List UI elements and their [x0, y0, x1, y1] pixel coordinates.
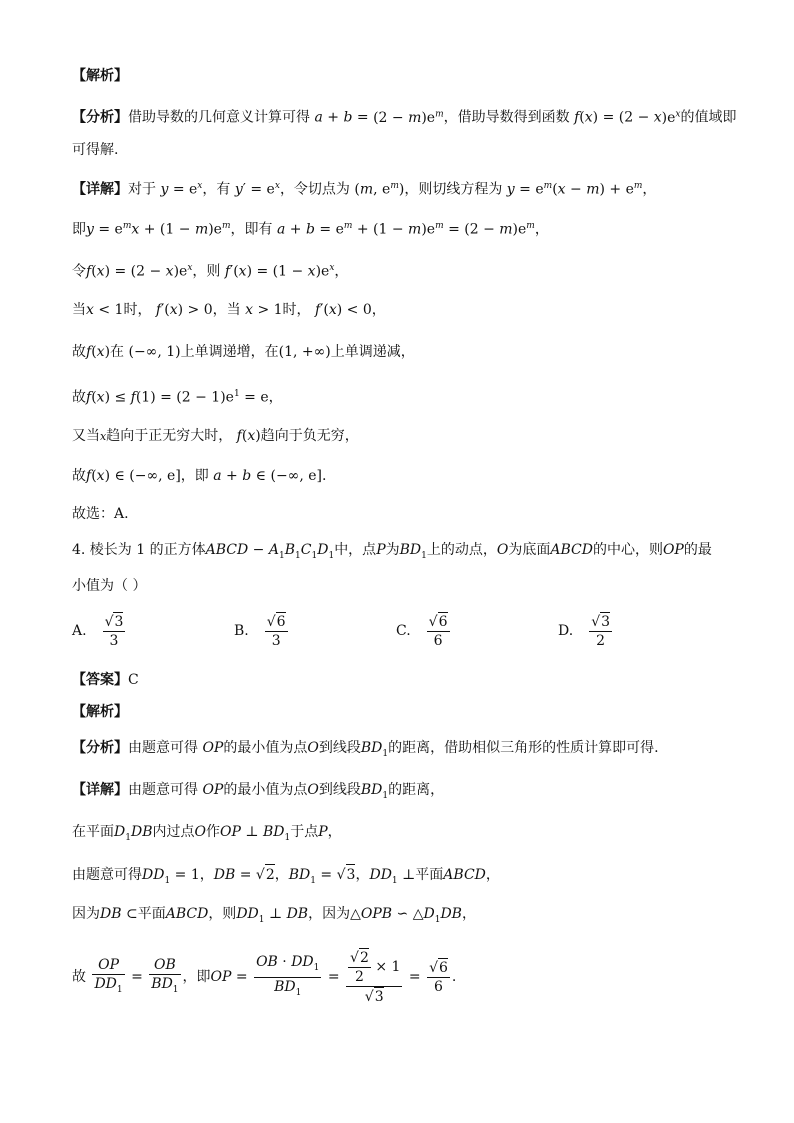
question-4-stem-1: 4. 棱长为 1 的正方体ABCD − $A_1B_1C_1D_1$中，点P为$BD_1$上的动点，O为底面ABCD的中心，则OP的最 — [72, 542, 712, 561]
detail-line-2: 即$y = e^mx + (1 - m)e^m$，即有 $a + b = e^m + (1 - m)e^m = (2 - m)e^m$， — [72, 221, 549, 238]
option-d[interactable]: D. $\frac{√3}{2}$ — [558, 614, 611, 649]
answer-line: 【答案】C — [72, 672, 139, 688]
detail-line-4: 当x < 1时， f′(x) > 0，当 x > 1时， f′(x) < 0， — [72, 302, 386, 318]
analysis-line-2: 可得解. — [72, 142, 119, 158]
q4-detail-line-5: 故 $\frac{OP}{DD_1}$ = $\frac{OB}{BD_1}$ ，即OP = $\frac{OB \cdot DD_1}{BD_1}$ = $\frac{√2}{2}$ × 1 √3 = $\frac{√6}{6}$ . — [72, 950, 457, 1005]
q4-jiexi-label: 【解析】 — [72, 704, 128, 720]
analysis-line-1: 【分析】借助导数的几何意义计算可得 $a + b = (2 - m)e^m$，借助导数得到函数 $f(x) = (2 - x)e^x$的值域即 — [72, 109, 737, 126]
question-4-stem-2: 小值为（ ） — [72, 578, 147, 594]
q4-detail-line-3: 由题意可得$DD_1 = 1$，DB = √2，$BD_1 = √3$，$DD_1$ ⊥平面ABCD， — [72, 864, 500, 891]
q4-analysis-line: 【分析】由题意可得 OP的最小值为点O到线段$BD_1$的距离，借助相似三角形的性质计算即可得. — [72, 740, 659, 759]
detail-line-5: 故f(x)在 (−∞, 1)上单调递增，在(1, +∞)上单调递减， — [72, 344, 415, 360]
option-a[interactable]: A. $\frac{√3}{3}$ — [72, 614, 124, 649]
q4-detail-line-4: 因为DB ⊂平面ABCD，则$DD_1$ ⊥ DB，因为△OPB ∽ $\triangle D_1DB$， — [72, 906, 476, 925]
detail-line-1: 【详解】对于 $y = e^x$，有 $y' = e^x$，令切点为 (m, $e^m$)，则切线方程为 $y = e^m(x - m) + e^m$， — [72, 181, 657, 198]
q4-detail-line-2: 在平面$D_1DB$内过点O作OP ⊥ $BD_1$于点P， — [72, 824, 342, 843]
option-b[interactable]: B. $\frac{√6}{3}$ — [234, 614, 286, 649]
detail-line-3: 令$f(x) = (2 - x)e^x$，则 $f'(x) = (1 - x)e^x$， — [72, 263, 349, 280]
q4-detail-line-1: 【详解】由题意可得 OP的最小值为点O到线段$BD_1$的距离， — [72, 782, 445, 801]
detail-line-7: 又当x趋向于正无穷大时， f(x)趋向于负无穷， — [72, 428, 359, 444]
detail-line-6: 故$f(x) \le f(1) = (2 - 1)e^1 = e$， — [72, 389, 283, 406]
option-c[interactable]: C. $\frac{√6}{6}$ — [396, 614, 448, 649]
detail-line-8: 故f(x) ∈ (−∞, e]，即 a + b ∈ (−∞, e]. — [72, 468, 327, 484]
choice-line: 故选：A. — [72, 506, 129, 522]
jiexi-label: 【解析】 — [72, 68, 128, 84]
